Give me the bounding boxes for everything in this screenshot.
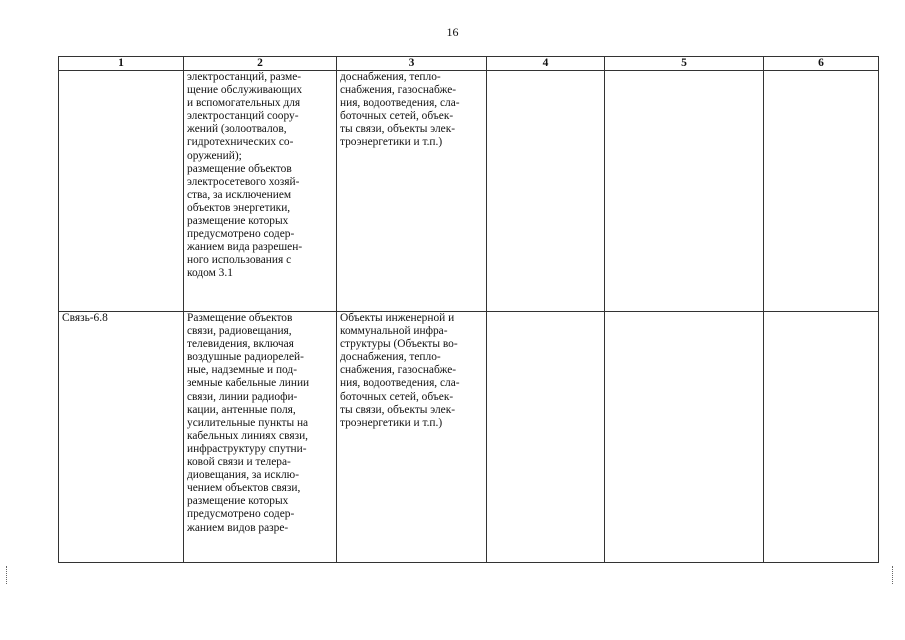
table-cell-use-name: Связь-6.8: [59, 312, 184, 563]
table-cell-use-name: [59, 71, 184, 312]
table-cell-col6: [764, 312, 879, 563]
table-cell-objects: доснабжения, тепло- снабжения, газоснабже- ния, водоотведения, сла- боточных сетей, объек- ты связи, объекты элек- троэнергетики и т.п.): [337, 71, 487, 312]
table-cell-objects: Объекты инженерной и коммунальной инфра- структуры (Объекты во- доснабжения, тепло- снабжения, газоснабже- ния, водоотведения, сла- боточных сетей, объек- ты связи, объекты элек- троэнергетики и т.п.): [337, 312, 487, 563]
column-header: 3: [337, 57, 487, 71]
table-row: [59, 312, 879, 563]
scan-mark-right: [892, 566, 894, 584]
table-row: [59, 71, 879, 312]
table-cell-col4: [487, 71, 605, 312]
table-cell-col5: [605, 312, 764, 563]
column-header: 1: [59, 57, 184, 71]
column-header: 4: [487, 57, 605, 71]
table-cell-use-description: Размещение объектов связи, радиовещания, телевидения, включая воздушные радиорелей- ные, надземные и под- земные кабельные линии связи, линии радиофи- кации, антенные поля, усилительные пункты на кабельных линиях связи, инфраструктуру спутни- ковой связи и телера- диовещания, за исклю- чением объектов связи, размещение которых предусмотрено содер- жанием видов разре-: [184, 312, 337, 563]
table-cell-col4: [487, 312, 605, 563]
table-header-row: [59, 57, 879, 71]
regulation-table: [58, 56, 879, 563]
scan-mark-left: [6, 566, 8, 584]
table-cell-use-description: электростанций, разме- щение обслуживающих и вспомогательных для электростанций соору- жений (золоотвалов, гидротехнических со- оружений); размещение объектов электросетевого хозяй- ства, за исключением объектов энергетики, размещение которых предусмотрено содер- жанием вида разрешен- ного использования с кодом 3.1: [184, 71, 337, 312]
table-cell-col6: [764, 71, 879, 312]
page-number: 16: [446, 25, 459, 39]
column-header: 2: [184, 57, 337, 71]
column-header: 6: [764, 57, 879, 71]
column-header: 5: [605, 57, 764, 71]
table-cell-col5: [605, 71, 764, 312]
